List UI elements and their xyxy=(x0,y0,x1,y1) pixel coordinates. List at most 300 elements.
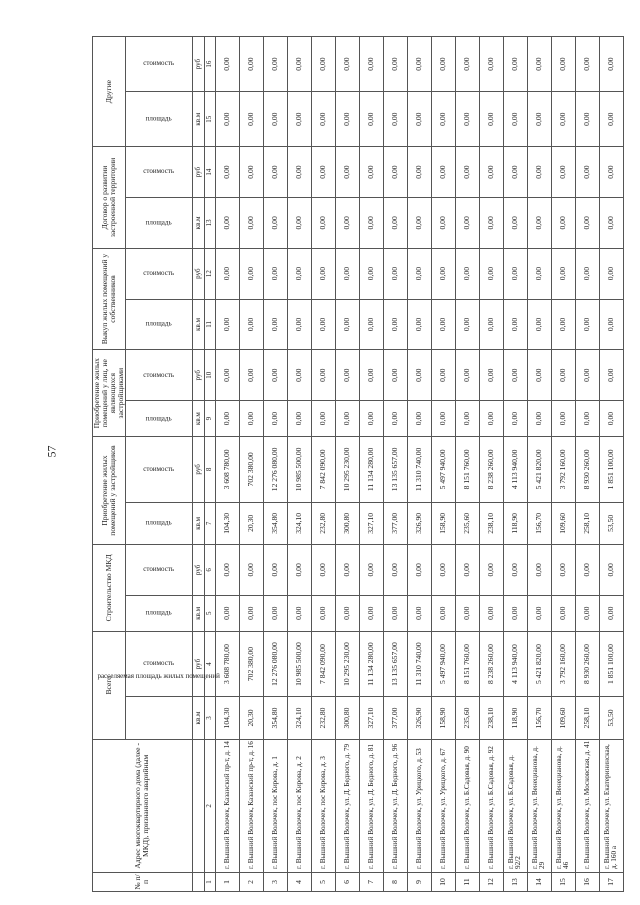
construction-area-cell: 0,00 xyxy=(335,595,359,631)
column-number: 13 xyxy=(204,197,215,248)
table-row xyxy=(527,37,551,892)
table-row xyxy=(287,37,311,892)
buyout-cost-cell: 0,00 xyxy=(359,248,383,299)
other-area-cell: 0,00 xyxy=(503,92,527,147)
buyout-area-cell: 0,00 xyxy=(239,299,263,350)
header-group-developers: Приобретение жилых помещений у застройщиков xyxy=(93,437,126,545)
column-number: 4 xyxy=(204,631,215,697)
developer-cost-cell: 5 497 940,00 xyxy=(431,437,455,503)
developer-cost-cell: 8 151 760,00 xyxy=(455,437,479,503)
address-cell: г. Вышний Волочек, ул. Урицкого, д. 53 xyxy=(407,739,431,872)
developer-area-cell: 53,50 xyxy=(599,502,623,544)
buyout-area-cell: 0,00 xyxy=(263,299,287,350)
table-row xyxy=(359,37,383,892)
total-area-cell: 354,80 xyxy=(263,697,287,739)
page-number: 57 xyxy=(44,445,59,458)
buyout-cost-cell: 0,00 xyxy=(479,248,503,299)
development-cost-cell: 0,00 xyxy=(359,147,383,198)
developer-cost-cell: 8 930 260,00 xyxy=(575,437,599,503)
other-cost-cell: 0,00 xyxy=(407,37,431,92)
buyout-cost-cell: 0,00 xyxy=(551,248,575,299)
total-area-cell: 118,90 xyxy=(503,697,527,739)
subheader-cost: стоимость xyxy=(125,248,192,299)
address-cell: г. Вышний Волочек, пос Кирова, д. 3 xyxy=(311,739,335,872)
developer-area-cell: 258,10 xyxy=(575,502,599,544)
buyout-area-cell: 0,00 xyxy=(431,299,455,350)
column-number: 11 xyxy=(204,299,215,350)
total-cost-cell: 702 380,00 xyxy=(239,631,263,697)
nondeveloper-cost-cell: 0,00 xyxy=(335,350,359,401)
construction-area-cell: 0,00 xyxy=(455,595,479,631)
total-area-cell: 377,00 xyxy=(383,697,407,739)
total-cost-cell: 3 608 780,00 xyxy=(215,631,239,697)
developer-area-cell: 156,70 xyxy=(527,502,551,544)
address-cell: г. Вышний Волочек, ул. Д. Бедного, д. 79 xyxy=(335,739,359,872)
address-cell: г. Вышний Волочек, пос Кирова, д. 2 xyxy=(287,739,311,872)
other-area-cell: 0,00 xyxy=(359,92,383,147)
buyout-cost-cell: 0,00 xyxy=(335,248,359,299)
developer-area-cell: 158,90 xyxy=(431,502,455,544)
address-cell: г. Вышний Волочек, ул. Московская, д. 41 xyxy=(575,739,599,872)
other-area-cell: 0,00 xyxy=(407,92,431,147)
developer-area-cell: 118,90 xyxy=(503,502,527,544)
unit-cell: руб xyxy=(192,544,204,595)
unit-cell: кв.м xyxy=(192,401,204,437)
row-number: 16 xyxy=(575,872,599,891)
developer-area-cell: 377,00 xyxy=(383,502,407,544)
subheader-cost: стоимость xyxy=(125,631,192,697)
unit-cell: руб xyxy=(192,147,204,198)
construction-area-cell: 0,00 xyxy=(383,595,407,631)
development-area-cell: 0,00 xyxy=(215,197,239,248)
nondeveloper-cost-cell: 0,00 xyxy=(383,350,407,401)
unit-cell: кв.м xyxy=(192,92,204,147)
development-cost-cell: 0,00 xyxy=(455,147,479,198)
header-group-other: Другие xyxy=(93,37,126,147)
construction-area-cell: 0,00 xyxy=(263,595,287,631)
nondeveloper-cost-cell: 0,00 xyxy=(239,350,263,401)
table-row xyxy=(503,37,527,892)
total-area-cell: 235,60 xyxy=(455,697,479,739)
row-number: 2 xyxy=(239,872,263,891)
subheader-area: площадь xyxy=(125,401,192,437)
buyout-area-cell: 0,00 xyxy=(287,299,311,350)
nondeveloper-cost-cell: 0,00 xyxy=(479,350,503,401)
other-area-cell: 0,00 xyxy=(455,92,479,147)
buyout-area-cell: 0,00 xyxy=(383,299,407,350)
total-cost-cell: 8 151 760,00 xyxy=(455,631,479,697)
other-area-cell: 0,00 xyxy=(239,92,263,147)
development-area-cell: 0,00 xyxy=(263,197,287,248)
other-cost-cell: 0,00 xyxy=(311,37,335,92)
column-number: 8 xyxy=(204,437,215,503)
table-row xyxy=(335,37,359,892)
nondeveloper-area-cell: 0,00 xyxy=(527,401,551,437)
column-number: 5 xyxy=(204,595,215,631)
other-cost-cell: 0,00 xyxy=(287,37,311,92)
buyout-area-cell: 0,00 xyxy=(311,299,335,350)
buyout-area-cell: 0,00 xyxy=(407,299,431,350)
total-cost-cell: 10 295 230,00 xyxy=(335,631,359,697)
developer-area-cell: 20,30 xyxy=(239,502,263,544)
total-area-cell: 104,30 xyxy=(215,697,239,739)
buyout-cost-cell: 0,00 xyxy=(287,248,311,299)
column-number: 12 xyxy=(204,248,215,299)
other-cost-cell: 0,00 xyxy=(455,37,479,92)
unit-cell: руб xyxy=(192,248,204,299)
buyout-area-cell: 0,00 xyxy=(455,299,479,350)
table-row xyxy=(407,37,431,892)
nondeveloper-cost-cell: 0,00 xyxy=(551,350,575,401)
table-row xyxy=(263,37,287,892)
table-row xyxy=(311,37,335,892)
buyout-area-cell: 0,00 xyxy=(359,299,383,350)
developer-cost-cell: 13 135 657,00 xyxy=(383,437,407,503)
column-number: 16 xyxy=(204,37,215,92)
other-cost-cell: 0,00 xyxy=(431,37,455,92)
developer-area-cell: 326,90 xyxy=(407,502,431,544)
table-row xyxy=(479,37,503,892)
total-area-cell: 300,80 xyxy=(335,697,359,739)
total-area-cell: 20,30 xyxy=(239,697,263,739)
nondeveloper-area-cell: 0,00 xyxy=(551,401,575,437)
construction-area-cell: 0,00 xyxy=(503,595,527,631)
total-cost-cell: 10 985 500,00 xyxy=(287,631,311,697)
other-area-cell: 0,00 xyxy=(479,92,503,147)
development-area-cell: 0,00 xyxy=(503,197,527,248)
development-cost-cell: 0,00 xyxy=(479,147,503,198)
total-cost-cell: 4 113 940,00 xyxy=(503,631,527,697)
nondeveloper-cost-cell: 0,00 xyxy=(503,350,527,401)
row-number: 8 xyxy=(383,872,407,891)
nondeveloper-area-cell: 0,00 xyxy=(431,401,455,437)
construction-area-cell: 0,00 xyxy=(239,595,263,631)
development-area-cell: 0,00 xyxy=(383,197,407,248)
subheader-area-total: расселяемая площадь жилых помещений xyxy=(125,697,192,739)
total-area-cell: 327,10 xyxy=(359,697,383,739)
nondeveloper-area-cell: 0,00 xyxy=(215,401,239,437)
buyout-area-cell: 0,00 xyxy=(551,299,575,350)
column-number: 10 xyxy=(204,350,215,401)
buyout-cost-cell: 0,00 xyxy=(407,248,431,299)
total-area-cell: 109,60 xyxy=(551,697,575,739)
construction-area-cell: 0,00 xyxy=(407,595,431,631)
development-area-cell: 0,00 xyxy=(239,197,263,248)
development-cost-cell: 0,00 xyxy=(287,147,311,198)
subheader-area: площадь xyxy=(125,502,192,544)
total-cost-cell: 5 421 820,00 xyxy=(527,631,551,697)
table-body xyxy=(215,37,623,892)
development-area-cell: 0,00 xyxy=(287,197,311,248)
row-number: 1 xyxy=(215,872,239,891)
column-number: 14 xyxy=(204,147,215,198)
total-cost-cell: 12 276 080,00 xyxy=(263,631,287,697)
nondeveloper-cost-cell: 0,00 xyxy=(287,350,311,401)
construction-cost-cell: 0,00 xyxy=(263,544,287,595)
buyout-area-cell: 0,00 xyxy=(527,299,551,350)
other-area-cell: 0,00 xyxy=(263,92,287,147)
nondeveloper-area-cell: 0,00 xyxy=(455,401,479,437)
address-cell: г. Вышний Волочек, ул. Екатерининская, д. 160 а xyxy=(599,739,623,872)
row-number: 11 xyxy=(455,872,479,891)
subheader-cost: стоимость xyxy=(125,544,192,595)
total-cost-cell: 5 497 940,00 xyxy=(431,631,455,697)
column-number: 7 xyxy=(204,502,215,544)
nondeveloper-cost-cell: 0,00 xyxy=(263,350,287,401)
column-number: 15 xyxy=(204,92,215,147)
address-cell: г. Вышний Волочек, ул. Урицкого, д. 67 xyxy=(431,739,455,872)
table-row xyxy=(215,37,239,892)
buyout-cost-cell: 0,00 xyxy=(215,248,239,299)
developer-area-cell: 238,10 xyxy=(479,502,503,544)
total-area-cell: 326,90 xyxy=(407,697,431,739)
development-cost-cell: 0,00 xyxy=(239,147,263,198)
unit-cell: кв.м xyxy=(192,697,204,739)
developer-area-cell: 235,60 xyxy=(455,502,479,544)
construction-cost-cell: 0,00 xyxy=(551,544,575,595)
development-area-cell: 0,00 xyxy=(479,197,503,248)
nondeveloper-area-cell: 0,00 xyxy=(311,401,335,437)
other-cost-cell: 0,00 xyxy=(575,37,599,92)
developer-cost-cell: 3 792 160,00 xyxy=(551,437,575,503)
table-row xyxy=(239,37,263,892)
nondeveloper-area-cell: 0,00 xyxy=(359,401,383,437)
address-cell: г. Вышний Волочек, ул. Б.Садовая, д. 90 xyxy=(455,739,479,872)
other-cost-cell: 0,00 xyxy=(503,37,527,92)
development-cost-cell: 0,00 xyxy=(215,147,239,198)
development-cost-cell: 0,00 xyxy=(599,147,623,198)
construction-cost-cell: 0,00 xyxy=(503,544,527,595)
other-cost-cell: 0,00 xyxy=(479,37,503,92)
development-area-cell: 0,00 xyxy=(311,197,335,248)
subheader-area: площадь xyxy=(125,92,192,147)
row-number: 12 xyxy=(479,872,503,891)
buyout-cost-cell: 0,00 xyxy=(383,248,407,299)
construction-area-cell: 0,00 xyxy=(599,595,623,631)
development-area-cell: 0,00 xyxy=(575,197,599,248)
other-cost-cell: 0,00 xyxy=(551,37,575,92)
construction-cost-cell: 0,00 xyxy=(479,544,503,595)
construction-cost-cell: 0,00 xyxy=(239,544,263,595)
developer-cost-cell: 7 842 090,00 xyxy=(311,437,335,503)
developer-area-cell: 327,10 xyxy=(359,502,383,544)
other-cost-cell: 0,00 xyxy=(527,37,551,92)
nondeveloper-cost-cell: 0,00 xyxy=(599,350,623,401)
developer-cost-cell: 1 851 100,00 xyxy=(599,437,623,503)
address-cell: г. Вышний Волочек, пос Кирова, д. 1 xyxy=(263,739,287,872)
nondeveloper-area-cell: 0,00 xyxy=(407,401,431,437)
total-area-cell: 238,10 xyxy=(479,697,503,739)
construction-cost-cell: 0,00 xyxy=(599,544,623,595)
total-area-cell: 53,50 xyxy=(599,697,623,739)
development-cost-cell: 0,00 xyxy=(527,147,551,198)
subheader-cost: стоимость xyxy=(125,437,192,503)
nondeveloper-cost-cell: 0,00 xyxy=(215,350,239,401)
subheader-cost: стоимость xyxy=(125,147,192,198)
construction-area-cell: 0,00 xyxy=(527,595,551,631)
nondeveloper-area-cell: 0,00 xyxy=(503,401,527,437)
developer-cost-cell: 11 134 280,00 xyxy=(359,437,383,503)
developer-area-cell: 104,30 xyxy=(215,502,239,544)
header-group-nondevelopers: Приобретение жилых помещений у лиц, не являющихся застройщиками xyxy=(93,350,126,437)
address-cell: г. Вышний Волочек, Казанский пр-т, д. 14 xyxy=(215,739,239,872)
other-area-cell: 0,00 xyxy=(335,92,359,147)
unit-cell: руб xyxy=(192,37,204,92)
developer-cost-cell: 10 985 500,00 xyxy=(287,437,311,503)
row-number: 4 xyxy=(287,872,311,891)
rotated-table-container xyxy=(92,36,630,892)
development-cost-cell: 0,00 xyxy=(311,147,335,198)
other-cost-cell: 0,00 xyxy=(599,37,623,92)
development-area-cell: 0,00 xyxy=(359,197,383,248)
address-cell: г. Вышний Волочек, ул. Венецианова, д. 46 xyxy=(551,739,575,872)
nondeveloper-area-cell: 0,00 xyxy=(575,401,599,437)
developer-cost-cell: 8 238 260,00 xyxy=(479,437,503,503)
construction-cost-cell: 0,00 xyxy=(311,544,335,595)
buyout-area-cell: 0,00 xyxy=(575,299,599,350)
nondeveloper-area-cell: 0,00 xyxy=(599,401,623,437)
other-area-cell: 0,00 xyxy=(599,92,623,147)
development-area-cell: 0,00 xyxy=(335,197,359,248)
other-cost-cell: 0,00 xyxy=(383,37,407,92)
buyout-cost-cell: 0,00 xyxy=(575,248,599,299)
construction-area-cell: 0,00 xyxy=(215,595,239,631)
unit-cell: кв.м xyxy=(192,595,204,631)
nondeveloper-cost-cell: 0,00 xyxy=(455,350,479,401)
developer-area-cell: 300,80 xyxy=(335,502,359,544)
buyout-cost-cell: 0,00 xyxy=(503,248,527,299)
buyout-cost-cell: 0,00 xyxy=(263,248,287,299)
table-row xyxy=(455,37,479,892)
development-area-cell: 0,00 xyxy=(599,197,623,248)
buyout-area-cell: 0,00 xyxy=(215,299,239,350)
subheader-area: площадь xyxy=(125,299,192,350)
nondeveloper-cost-cell: 0,00 xyxy=(407,350,431,401)
construction-area-cell: 0,00 xyxy=(359,595,383,631)
buyout-area-cell: 0,00 xyxy=(503,299,527,350)
developer-area-cell: 232,80 xyxy=(311,502,335,544)
construction-cost-cell: 0,00 xyxy=(527,544,551,595)
table-row xyxy=(383,37,407,892)
development-area-cell: 0,00 xyxy=(455,197,479,248)
development-cost-cell: 0,00 xyxy=(335,147,359,198)
developer-cost-cell: 10 295 230,00 xyxy=(335,437,359,503)
row-number: 9 xyxy=(407,872,431,891)
development-cost-cell: 0,00 xyxy=(263,147,287,198)
other-cost-cell: 0,00 xyxy=(263,37,287,92)
development-area-cell: 0,00 xyxy=(407,197,431,248)
subheader-area: площадь xyxy=(125,595,192,631)
address-cell: г. Вышний Волочек, ул. Б.Садовая, д. 92 xyxy=(479,739,503,872)
buyout-cost-cell: 0,00 xyxy=(599,248,623,299)
nondeveloper-cost-cell: 0,00 xyxy=(431,350,455,401)
total-cost-cell: 8 930 260,00 xyxy=(575,631,599,697)
other-area-cell: 0,00 xyxy=(215,92,239,147)
construction-cost-cell: 0,00 xyxy=(287,544,311,595)
construction-cost-cell: 0,00 xyxy=(407,544,431,595)
row-number: 10 xyxy=(431,872,455,891)
unit-cell: руб xyxy=(192,350,204,401)
unit-cell: кв.м xyxy=(192,502,204,544)
buyout-cost-cell: 0,00 xyxy=(311,248,335,299)
column-number: 1 xyxy=(204,872,215,891)
developer-cost-cell: 5 421 820,00 xyxy=(527,437,551,503)
construction-cost-cell: 0,00 xyxy=(215,544,239,595)
nondeveloper-cost-cell: 0,00 xyxy=(311,350,335,401)
row-number: 7 xyxy=(359,872,383,891)
header-group-development: Договор о развитии застроенной территории xyxy=(93,147,126,249)
developer-cost-cell: 11 310 740,00 xyxy=(407,437,431,503)
buyout-cost-cell: 0,00 xyxy=(239,248,263,299)
table-row xyxy=(431,37,455,892)
unit-cell: кв.м xyxy=(192,299,204,350)
construction-cost-cell: 0,00 xyxy=(575,544,599,595)
header-num: № п/п xyxy=(93,872,193,891)
other-cost-cell: 0,00 xyxy=(215,37,239,92)
buyout-area-cell: 0,00 xyxy=(599,299,623,350)
row-number: 13 xyxy=(503,872,527,891)
developer-cost-cell: 4 113 940,00 xyxy=(503,437,527,503)
column-number: 6 xyxy=(204,544,215,595)
nondeveloper-cost-cell: 0,00 xyxy=(359,350,383,401)
construction-cost-cell: 0,00 xyxy=(455,544,479,595)
nondeveloper-area-cell: 0,00 xyxy=(287,401,311,437)
developer-cost-cell: 12 276 080,00 xyxy=(263,437,287,503)
construction-cost-cell: 0,00 xyxy=(383,544,407,595)
construction-area-cell: 0,00 xyxy=(575,595,599,631)
address-cell: г. Вышний Волочек, ул. Д. Бедного, д. 96 xyxy=(383,739,407,872)
other-area-cell: 0,00 xyxy=(311,92,335,147)
other-area-cell: 0,00 xyxy=(287,92,311,147)
subheader-cost: стоимость xyxy=(125,350,192,401)
construction-area-cell: 0,00 xyxy=(551,595,575,631)
unit-cell: руб xyxy=(192,437,204,503)
resettlement-table xyxy=(92,36,624,892)
total-cost-cell: 8 238 260,00 xyxy=(479,631,503,697)
development-cost-cell: 0,00 xyxy=(383,147,407,198)
buyout-cost-cell: 0,00 xyxy=(455,248,479,299)
buyout-cost-cell: 0,00 xyxy=(527,248,551,299)
construction-area-cell: 0,00 xyxy=(287,595,311,631)
development-cost-cell: 0,00 xyxy=(575,147,599,198)
total-cost-cell: 1 851 100,00 xyxy=(599,631,623,697)
developer-cost-cell: 702 380,00 xyxy=(239,437,263,503)
construction-cost-cell: 0,00 xyxy=(359,544,383,595)
buyout-area-cell: 0,00 xyxy=(335,299,359,350)
column-number: 9 xyxy=(204,401,215,437)
row-number: 15 xyxy=(551,872,575,891)
other-cost-cell: 0,00 xyxy=(335,37,359,92)
nondeveloper-area-cell: 0,00 xyxy=(335,401,359,437)
other-area-cell: 0,00 xyxy=(431,92,455,147)
total-area-cell: 258,10 xyxy=(575,697,599,739)
total-cost-cell: 3 792 160,00 xyxy=(551,631,575,697)
construction-area-cell: 0,00 xyxy=(479,595,503,631)
subheader-area: площадь xyxy=(125,197,192,248)
address-cell: г. Вышний Волочек, ул. Д. Бедного, д. 81 xyxy=(359,739,383,872)
other-area-cell: 0,00 xyxy=(383,92,407,147)
developer-area-cell: 109,60 xyxy=(551,502,575,544)
total-cost-cell: 13 135 657,00 xyxy=(383,631,407,697)
developer-area-cell: 354,80 xyxy=(263,502,287,544)
buyout-area-cell: 0,00 xyxy=(479,299,503,350)
address-cell: г. Вышний Волочек, ул. Б.Садовая, д. 92/2 xyxy=(503,739,527,872)
other-area-cell: 0,00 xyxy=(575,92,599,147)
development-cost-cell: 0,00 xyxy=(551,147,575,198)
header-group-construction: Строительство МКД xyxy=(93,544,126,631)
table-row xyxy=(599,37,623,892)
nondeveloper-cost-cell: 0,00 xyxy=(527,350,551,401)
